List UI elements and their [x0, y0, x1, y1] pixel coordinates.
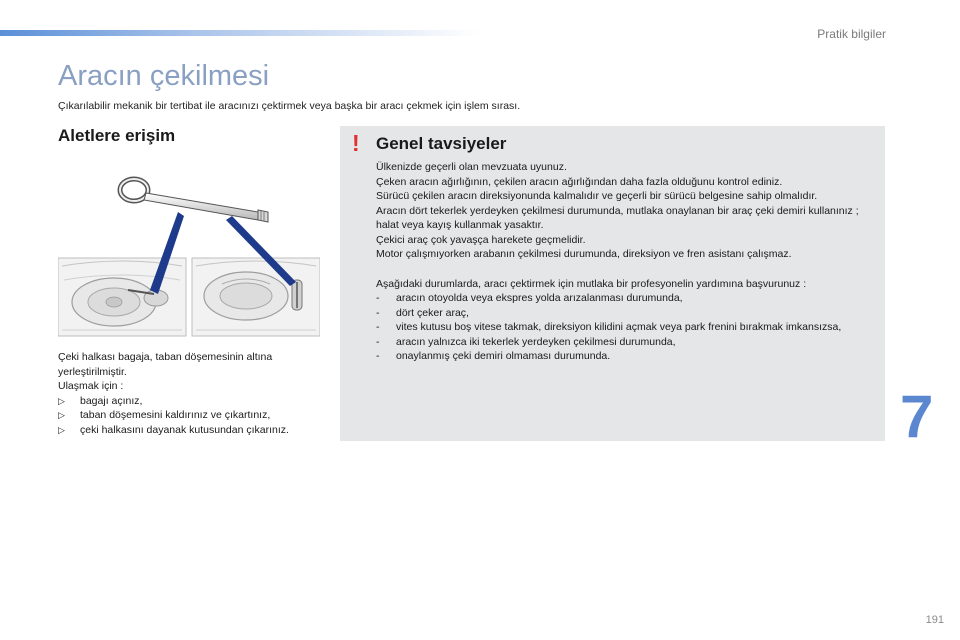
intro-text: Çıkarılabilir mekanik bir tertibat ile aracınızı çektirmek veya başka bir aracı çekmek için işlem sırası.	[58, 100, 521, 112]
list-item: ▷ taban döşemesini kaldırınız ve çıkartınız,	[58, 409, 271, 421]
advice-paragraph: Sürücü çekilen aracın direksiyonunda kalmalıdır ve geçerli bir sürücü belgesine sahip olmalıdır.	[376, 190, 818, 202]
list-item: - dört çeker araç,	[376, 306, 469, 319]
advice-list-intro: Aşağıdaki durumlarda, aracı çektirmek için mutlaka bir profesyonelin yardımına başvurunuz :	[376, 277, 807, 290]
access-paragraph-1: Çeki halkası bagaja, taban döşemesinin altına yerleştirilmiştir.	[58, 351, 273, 378]
triangle-bullet-icon: ▷	[58, 410, 65, 420]
warning-exclamation-icon: !	[352, 130, 360, 156]
list-item: - aracın yalnızca iki tekerlek yerdeyken çekilmesi durumunda,	[376, 335, 676, 348]
trunk-right-view	[192, 258, 320, 336]
chapter-number: 7	[900, 383, 934, 450]
header-accent-bar	[0, 30, 480, 36]
triangle-bullet-icon: ▷	[58, 424, 65, 435]
general-advice-panel	[340, 126, 885, 441]
advice-paragraph: Motor çalışmıyorken arabanın çekilmesi durumunda, direksiyon ve fren asistanı çalışmaz.	[376, 248, 792, 260]
advice-paragraph: Çekici araç çok yavaşça harekete geçmelidir.	[376, 233, 586, 246]
list-item: ▷ çeki halkasını dayanak kutusundan çıkarınız.	[58, 423, 289, 436]
advice-body	[376, 160, 876, 364]
access-paragraph-2: Ulaşmak için :	[58, 380, 124, 392]
advice-paragraph: Aracın dört tekerlek yerdeyken çekilmesi durumunda, mutlaka onaylanan bir araç çeki demiri kullanınız ; halat veya kayış kullanmak yasaktır.	[376, 204, 859, 231]
advice-paragraph: Ülkenizde geçerli olan mevzuata uyunuz.	[376, 161, 567, 173]
advice-paragraph: Çeken aracın ağırlığının, çekilen aracın ağırlığından daha fazla olduğunu kontrol ediniz.	[376, 175, 783, 188]
triangle-bullet-icon: ▷	[58, 395, 65, 406]
list-item: - vites kutusu boş vitese takmak, direksiyon kilidini açmak veya park frenini bırakmak imkansızsa,	[376, 321, 842, 333]
access-steps	[58, 394, 320, 438]
access-heading: Aletlere erişim	[58, 126, 176, 145]
access-text	[58, 350, 320, 437]
section-label: Pratik bilgiler	[817, 27, 886, 41]
tow-ring-illustration	[58, 170, 320, 340]
page-title: Aracın çekilmesi	[58, 60, 270, 92]
list-item: - onaylanmış çeki demiri olmaması durumunda.	[376, 350, 611, 362]
trunk-left-view	[58, 258, 186, 336]
page-number: 191	[925, 614, 944, 626]
tow-ring-tool	[120, 179, 268, 222]
advice-heading: Genel tavsiyeler	[376, 134, 507, 153]
list-item: ▷ bagajı açınız,	[58, 394, 143, 407]
list-item: - aracın otoyolda veya ekspres yolda arızalanması durumunda,	[376, 292, 683, 304]
advice-list	[376, 291, 876, 364]
